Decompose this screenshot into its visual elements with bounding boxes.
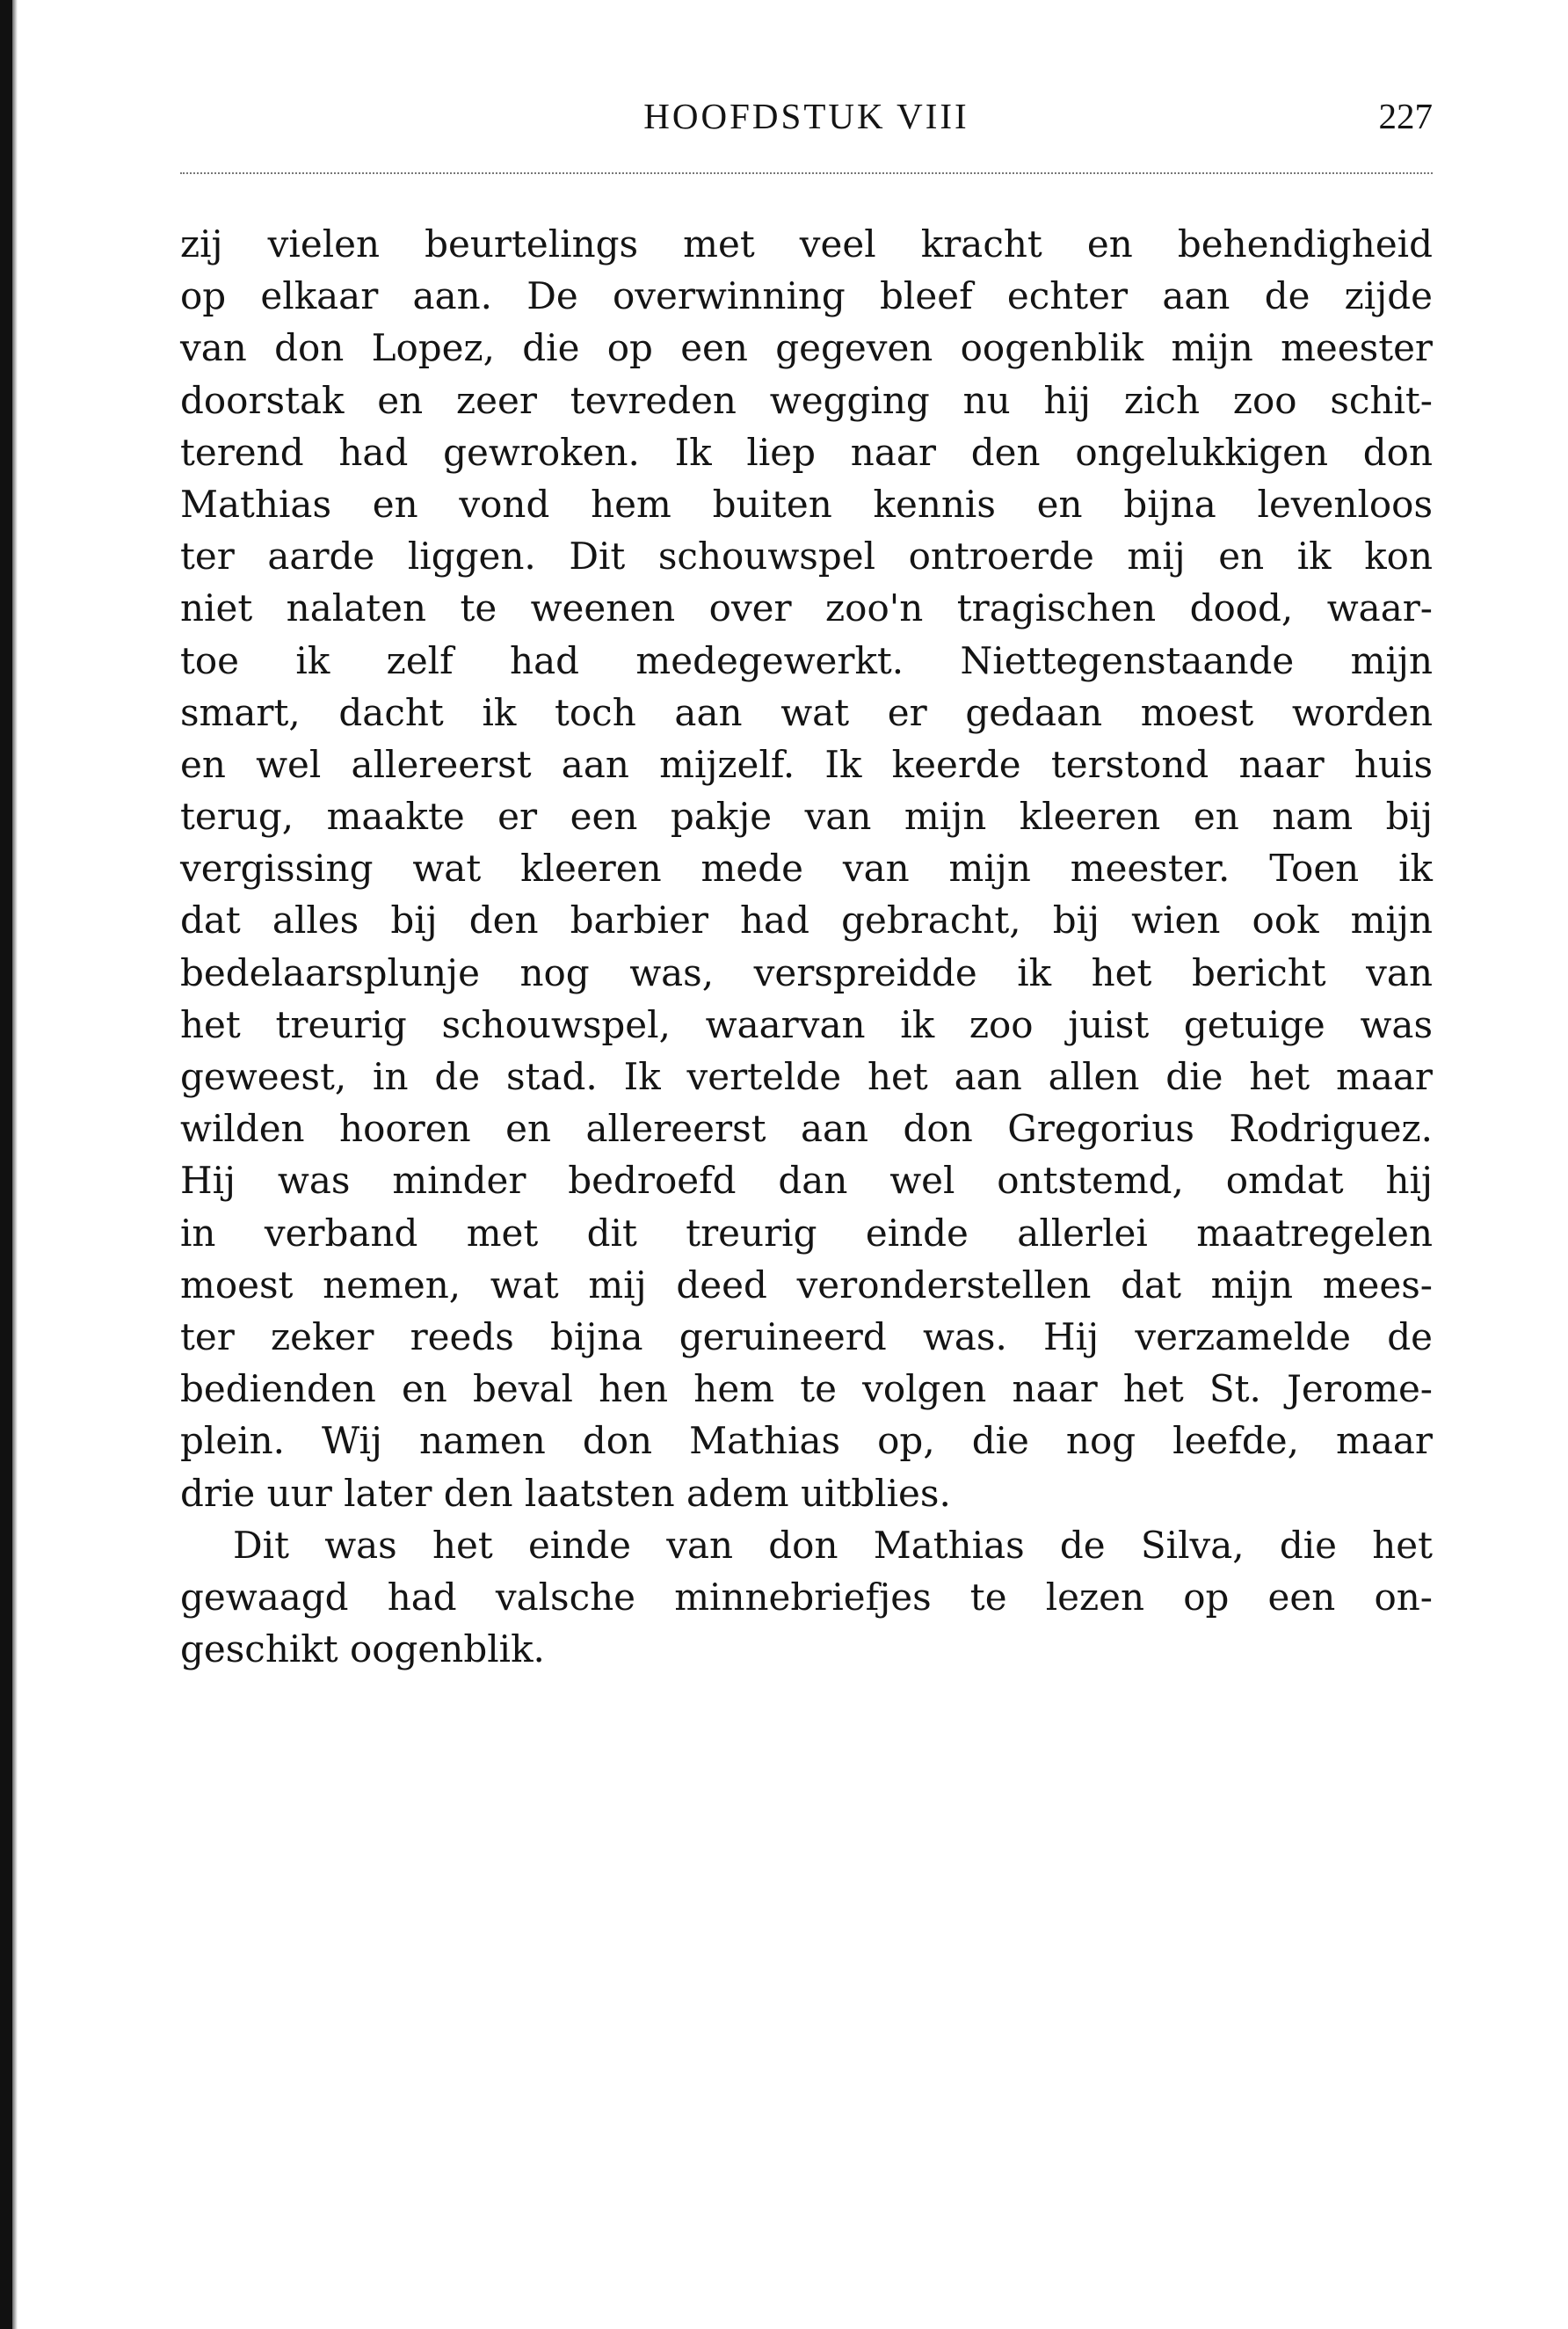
text-line: plein. Wij namen don Mathias op, die nog leefde, maar <box>180 1419 1433 1463</box>
text-line: terend had gewroken. Ik liep naar den ongelukkigen don <box>180 430 1433 474</box>
text-line: Dit was het einde van don Mathias de Silva, die het <box>233 1523 1433 1567</box>
paragraph-2 <box>180 1519 1433 1676</box>
text-line: terug, maakte er een pakje van mijn kleeren en nam bij <box>180 795 1433 839</box>
text-line: smart, dacht ik toch aan wat er gedaan moest worden <box>180 690 1433 734</box>
text-line: het treurig schouwspel, waarvan ik zoo juist getuige was <box>180 1002 1433 1046</box>
text-line: zij vielen beurtelings met veel kracht en behendigheid <box>180 222 1433 266</box>
text-line: vergissing wat kleeren mede van mijn meester. Toen ik <box>180 847 1433 891</box>
text-line: doorstak en zeer tevreden wegging nu hij zich zoo schit- <box>180 378 1433 422</box>
page-number: 227 <box>1378 96 1433 136</box>
page-header <box>180 95 1433 151</box>
text-line: van don Lopez, die op een gegeven oogenblik mijn meester <box>180 326 1433 370</box>
text-line: niet nalaten te weenen over zoo'n tragischen dood, waar- <box>180 586 1433 630</box>
paragraph-1 <box>180 218 1433 1519</box>
text-line: geweest, in de stad. Ik vertelde het aan allen die het maar <box>180 1055 1433 1098</box>
text-line: en wel allereerst aan mijzelf. Ik keerde terstond naar huis <box>180 742 1433 786</box>
header-divider <box>180 172 1433 174</box>
text-line: Mathias en vond hem buiten kennis en bijna levenloos <box>180 482 1433 526</box>
text-line: ter zeker reeds bijna geruineerd was. Hij verzamelde de <box>180 1314 1433 1358</box>
book-binding-shadow <box>12 0 18 2329</box>
text-line: ter aarde liggen. Dit schouwspel ontroerde mij en ik kon <box>180 535 1433 579</box>
text-line: op elkaar aan. De overwinning bleef echter aan de zijde <box>180 274 1433 318</box>
text-line: wilden hooren en allereerst aan don Gregorius Rodriguez. <box>180 1107 1433 1151</box>
text-line: in verband met dit treurig einde allerlei maatregelen <box>180 1211 1433 1255</box>
running-title: HOOFDSTUK VIII <box>643 96 969 136</box>
text-line: toe ik zelf had medegewerkt. Niettegenstaande mijn <box>180 638 1433 682</box>
body-text <box>180 218 1433 1675</box>
text-line: bedienden en beval hen hem te volgen naar het St. Jerome- <box>180 1367 1433 1411</box>
text-line: Hij was minder bedroefd dan wel ontstemd, omdat hij <box>180 1159 1433 1203</box>
text-line: dat alles bij den barbier had gebracht, bij wien ook mijn <box>180 899 1433 943</box>
book-binding-edge <box>0 0 12 2329</box>
text-line: bedelaarsplunje nog was, verspreidde ik het bericht van <box>180 950 1433 994</box>
text-line: drie uur later den laatsten adem uitblies. <box>180 1471 951 1515</box>
text-line: moest nemen, wat mij deed veronderstellen dat mijn mees- <box>180 1263 1433 1306</box>
text-line: gewaagd had valsche minnebriefjes te lezen op een on- <box>180 1575 1433 1619</box>
text-line: geschikt oogenblik. <box>180 1627 545 1671</box>
